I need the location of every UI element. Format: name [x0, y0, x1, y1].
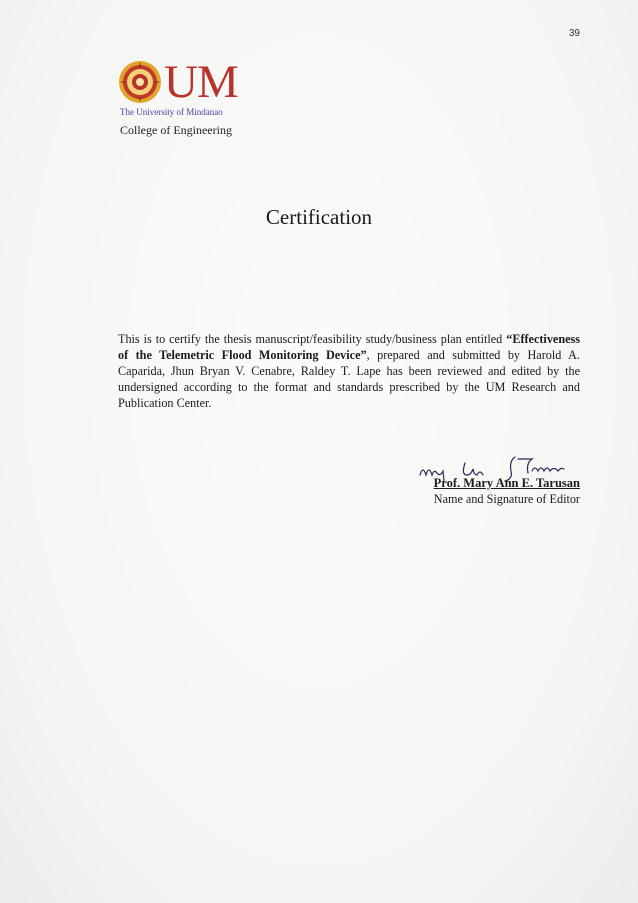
- body-rest: , prepared and submitted by Harold A. Caparida, Jhun Bryan V. Cenabre, Raldey T. Lape has been reviewed and edited by the undersigned according to the format and standards prescribed by the UM Research and Publication Center.: [118, 348, 580, 410]
- page-number: 39: [568, 28, 580, 39]
- editor-name: Prof. Mary Ann E. Tarusan: [433, 476, 580, 490]
- university-seal-icon: [118, 60, 162, 104]
- logo-um-text: UM: [164, 56, 238, 108]
- document-title: Certification: [265, 205, 373, 229]
- editor-caption: Name and Signature of Editor: [433, 492, 580, 506]
- certification-body: [118, 331, 580, 411]
- university-logo-block: [118, 56, 238, 138]
- thesis-title: “Effectiveness of the Telemetric Flood Monitoring Device”: [118, 332, 580, 362]
- university-name: The University of Mindanao: [120, 107, 223, 117]
- college-name: College of Engineering: [120, 123, 232, 137]
- body-intro: This is to certify the thesis manuscript/feasibility study/business plan entitled: [118, 332, 503, 346]
